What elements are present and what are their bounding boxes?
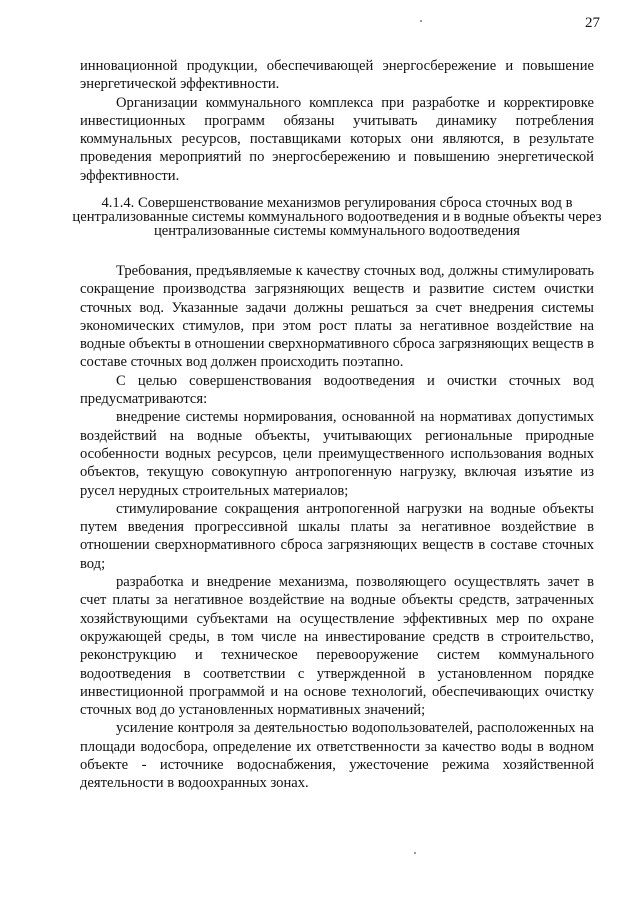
scan-speck <box>414 852 416 854</box>
scan-speck <box>420 20 422 22</box>
list-item: внедрение системы нормирования, основанной на нормативах допустимых воздействий на водные объекты, учитывающих региональные природные особенности водных ресурсов, цели преимущественного использования водных объектов, текущую совокупную антропогенную нагрузку, включая изъятие из русел нерудных строительных материалов; <box>80 409 594 499</box>
list-item: разработка и внедрение механизма, позволяющего осуществлять зачет в счет платы за негативное воздействие на водные объекты средств, затраченных хозяйствующими субъектами на осуществление эффективных мер по охране окружающей среды, в том числе на инвестирование средств в строительство, реконструкцию и техническое перевооружение систем коммунального водоотведения в соответствии с утвержденной в установленном порядке инвестиционной программой и на основе технологий, обеспечивающих очистку сточных вод до установленных нормативных значений; <box>80 574 594 719</box>
intro-text-block <box>80 57 594 185</box>
paragraph: Требования, предъявляемые к качеству сточных вод, должны стимулировать сокращение производства загрязняющих веществ и развитие систем очистки сточных вод. Указанные задачи должны решаться за счет внедрения системы экономических стимулов, при этом рост платы за негативное воздействие на водные объекты в отношении сверхнормативного сброса загрязняющих веществ в составе сточных вод должен происходить поэтапно. <box>80 263 594 371</box>
list-item: стимулирование сокращения антропогенной нагрузки на водные объекты путем введения прогрессивной шкалы платы за негативное воздействие в отношении сверхнормативного сброса загрязняющих веществ в составе сточных вод; <box>80 500 594 572</box>
paragraph-continuation: инновационной продукции, обеспечивающей энергосбережение и повышение энергетической эффективности. <box>80 58 594 93</box>
paragraph: С целью совершенствования водоотведения и очистки сточных вод предусматриваются: <box>80 372 594 408</box>
section-body <box>80 262 594 793</box>
section-heading: 4.1.4. Совершенствование механизмов регулирования сброса сточных вод в централизованные системы коммунального водоотведения и в водные объекты через централизованные системы коммунального водоотведения <box>72 195 602 239</box>
paragraph: Организации коммунального комплекса при разработке и корректировке инвестиционных программ обязаны учитывать динамику потребления коммунальных ресурсов, поставщиками которых они являются, в результате проведения мероприятий по энергосбережению и повышению энергетической эффективности. <box>80 94 594 184</box>
list-item: усиление контроля за деятельностью водопользователей, расположенных на площади водосбора, определение их ответственности за качество воды в водном объекте - источнике водоснабжения, ужесточение режима хозяйственной деятельности в водоохранных зонах. <box>80 720 594 792</box>
page-number: 27 <box>585 15 600 31</box>
